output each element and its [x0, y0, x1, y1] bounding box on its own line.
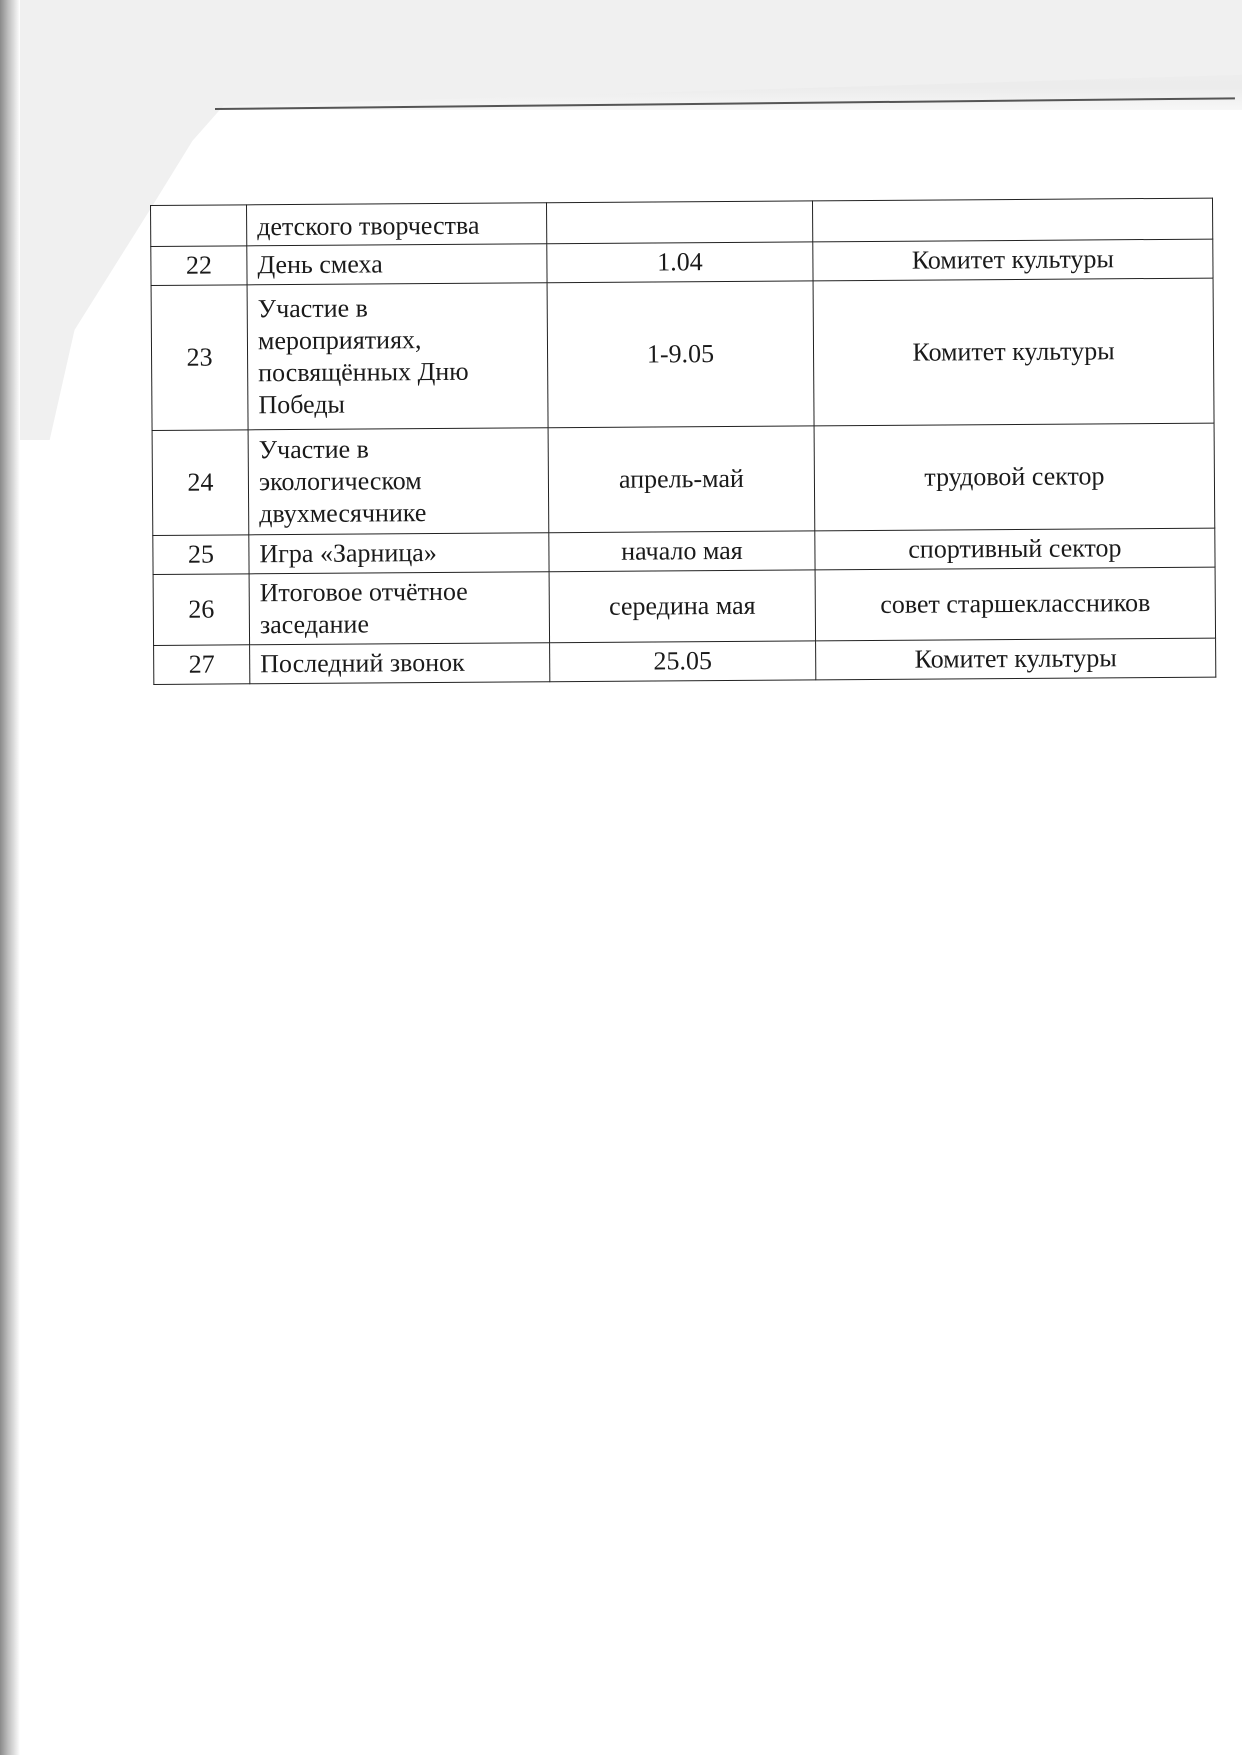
cell-name: Игра «Зарница» [249, 533, 549, 574]
cell-num: 25 [153, 535, 249, 575]
cell-responsible: трудовой сектор [814, 423, 1215, 531]
cell-responsible: совет старшеклассников [815, 567, 1215, 641]
cell-date: середина мая [549, 570, 815, 643]
events-table [150, 198, 1216, 685]
cell-date: начало мая [549, 531, 815, 572]
table-row [154, 638, 1216, 684]
cell-name: Итоговое отчётное заседание [249, 572, 549, 645]
cell-responsible: Комитет культуры [816, 638, 1216, 680]
cell-responsible: спортивный сектор [815, 528, 1215, 570]
table-row [151, 278, 1214, 430]
cell-date: 25.05 [550, 641, 816, 682]
cell-responsible [812, 198, 1212, 242]
cell-num: 27 [154, 645, 250, 685]
cell-date: 1.04 [547, 242, 813, 283]
cell-name: Последний звонок [250, 643, 550, 684]
cell-name: День смеха [247, 244, 547, 285]
cell-num: 23 [151, 285, 248, 431]
table-row [152, 423, 1215, 535]
cell-num [151, 205, 247, 247]
events-table-container [150, 198, 1215, 685]
cell-num: 24 [152, 430, 249, 536]
cell-name: Участие в мероприятиях, посвящённых Дню Победы [247, 283, 548, 430]
cell-responsible: Комитет культуры [813, 278, 1214, 426]
scan-shadow-left [0, 0, 20, 1755]
cell-date: апрель-май [548, 426, 815, 533]
cell-num: 22 [151, 246, 247, 286]
cell-name: детского творчества [247, 203, 547, 246]
table-row [153, 567, 1215, 645]
cell-responsible: Комитет культуры [813, 239, 1213, 281]
cell-date [546, 201, 812, 244]
cell-name: Участие в экологическом двухмесячнике [248, 428, 549, 535]
cell-date: 1-9.05 [547, 281, 814, 428]
cell-num: 26 [153, 574, 249, 646]
